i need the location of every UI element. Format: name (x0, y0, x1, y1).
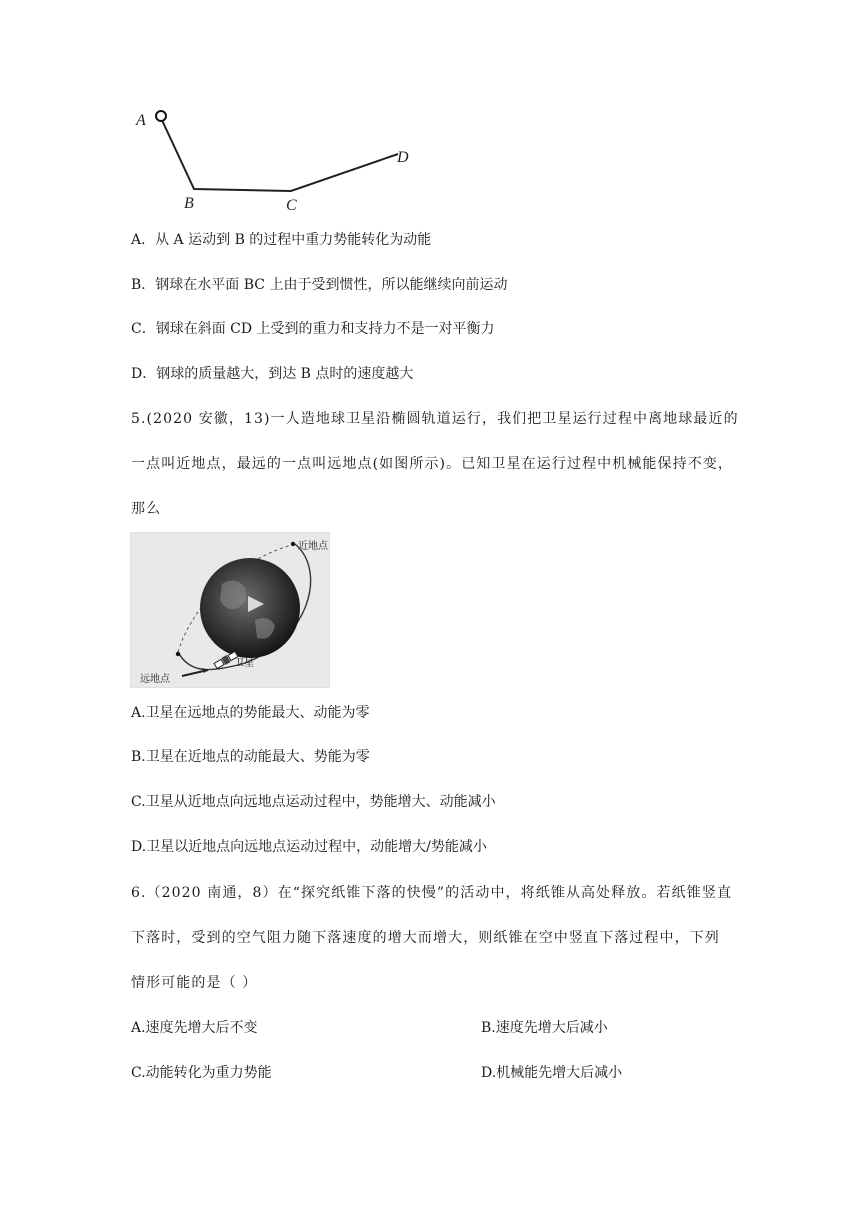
label-c: C (286, 197, 297, 214)
q5-option-c: C.卫星从近地点向远地点运动过程中，势能增大、动能减小 (131, 794, 496, 810)
q6-option-d: D.机械能先增大后减小 (481, 1065, 623, 1081)
q6-option-c: C.动能转化为重力势能 (131, 1065, 272, 1081)
satellite-orbit-diagram (130, 532, 330, 688)
label-b: B (184, 195, 194, 212)
q6-option-a: A.速度先增大后不变 (131, 1020, 258, 1036)
near-point-dot (291, 542, 295, 546)
far-point-dot (176, 652, 180, 656)
q5-option-a: A.卫星在远地点的势能最大、动能为零 (131, 705, 370, 721)
q4-option-c: C．钢球在斜面 CD 上受到的重力和支持力不是一对平衡力 (131, 321, 495, 337)
q6-stem-line-1: 6.（2020 南通，8）在“探究纸锥下落的快慢”的活动中，将纸锥从高处释放。若纸锥竖直 (131, 885, 733, 901)
label-d: D (397, 149, 409, 166)
satellite-label: 卫星 (234, 658, 254, 669)
track-diagram (128, 102, 413, 214)
track-line (161, 118, 398, 191)
q4-option-d: D．钢球的质量越大，到达 B 点时的速度越大 (131, 366, 414, 382)
q5-option-b: B.卫星在近地点的动能最大、势能为零 (131, 749, 370, 765)
q5-option-d: D.卫星以近地点向远地点运动过程中，动能增大/势能减小 (131, 839, 487, 855)
q5-stem-line-3: 那么 (131, 501, 162, 517)
q4-option-a: A．从 A 运动到 B 的过程中重力势能转化为动能 (131, 232, 432, 248)
ball (156, 111, 166, 121)
label-a: A (136, 112, 146, 129)
near-point-label: 近地点 (298, 541, 328, 552)
q4-option-b: B．钢球在水平面 BC 上由于受到惯性，所以能继续向前运动 (131, 277, 508, 293)
q6-option-b: B.速度先增大后减小 (481, 1020, 608, 1036)
q6-stem-line-2: 下落时，受到的空气阻力随下落速度的增大而增大，则纸锥在空中竖直下落过程中，下列 (131, 930, 720, 946)
q6-stem-line-3: 情形可能的是（ ） (131, 975, 258, 991)
far-point-label: 远地点 (140, 674, 170, 685)
q5-stem-line-2: 一点叫近地点，最远的一点叫远地点(如图所示)。已知卫星在运行过程中机械能保持不变， (131, 456, 734, 472)
q5-stem-line-1: 5.(2020 安徽，13)一人造地球卫星沿椭圆轨道运行，我们把卫星运行过程中离地球最近的 (131, 411, 739, 427)
